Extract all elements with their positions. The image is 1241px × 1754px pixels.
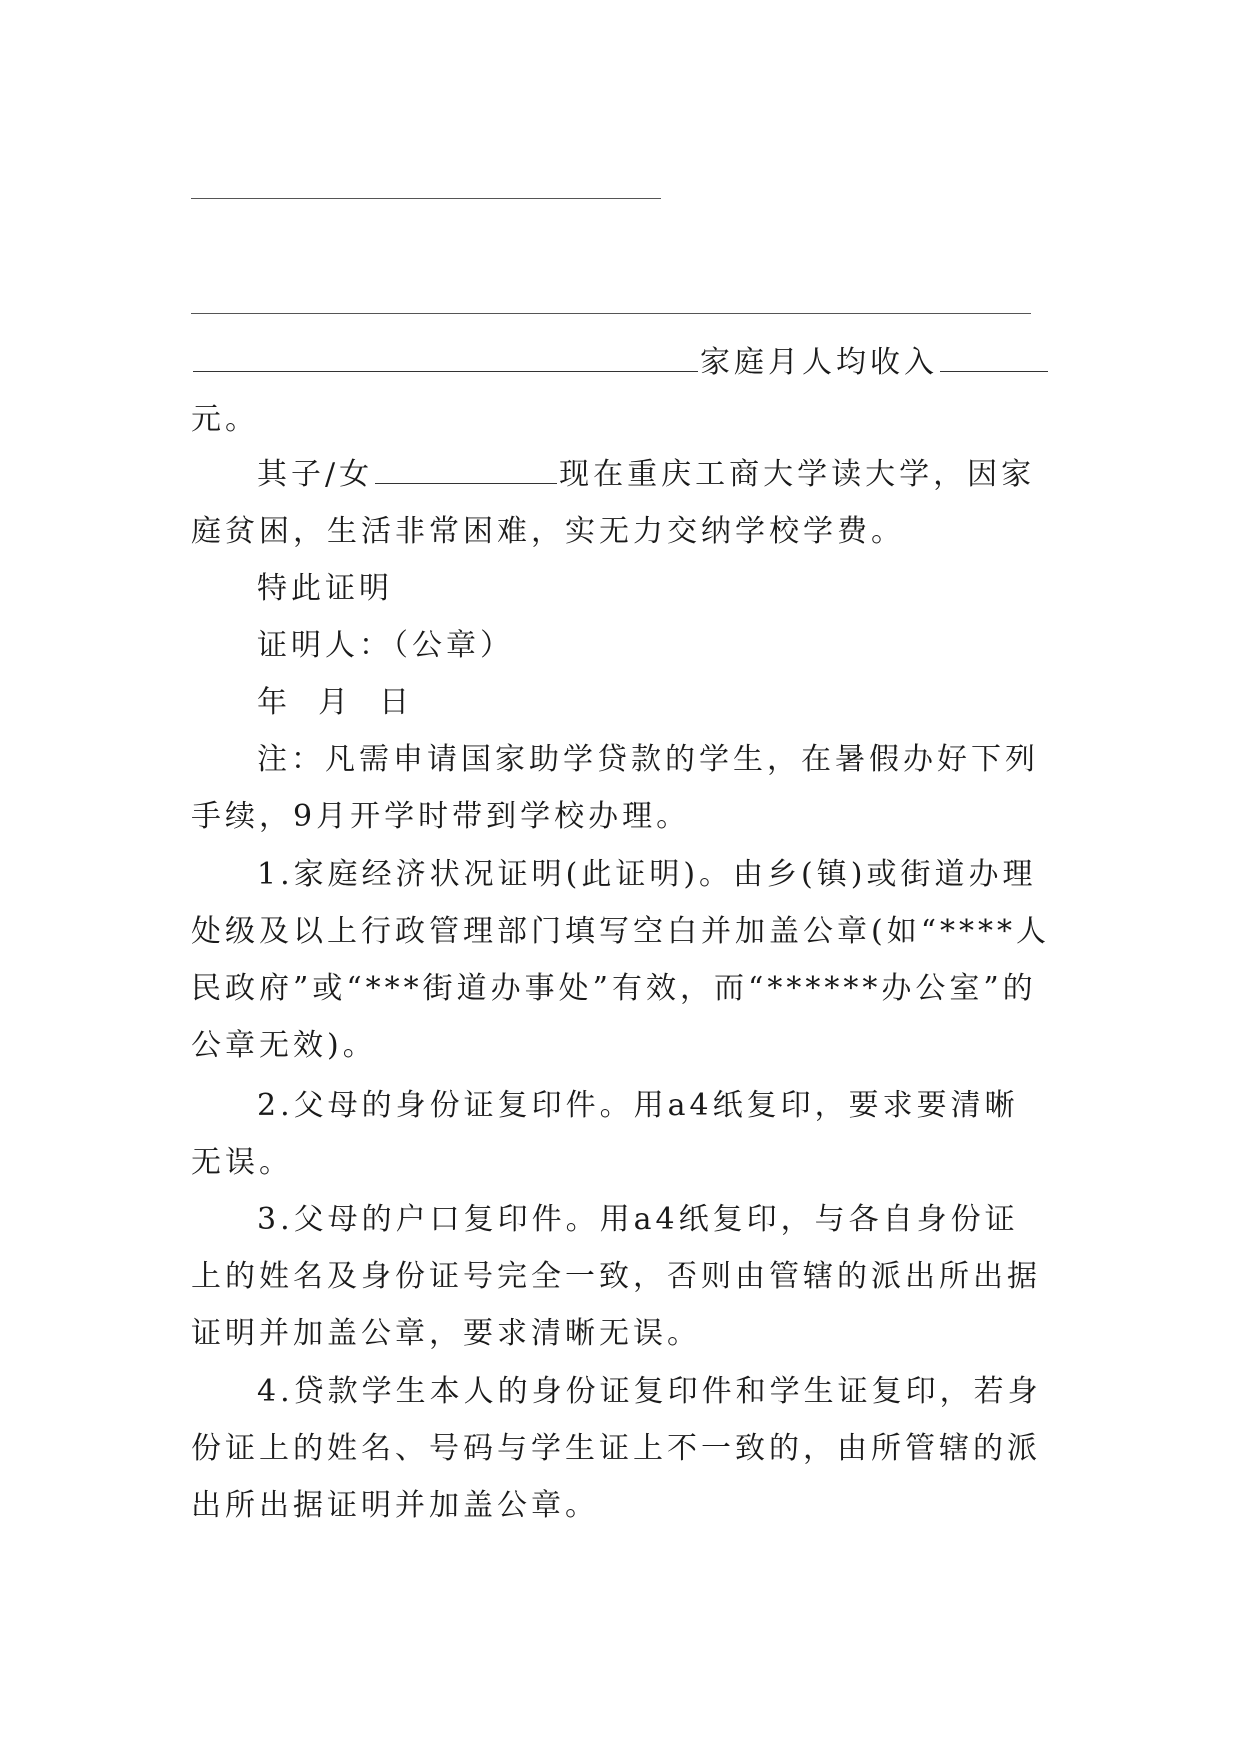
blank-income bbox=[940, 343, 1048, 372]
item-2: 2.父母的身份证复印件。用a4纸复印，要求要清晰无误。 bbox=[191, 1088, 1019, 1180]
student-paragraph bbox=[191, 446, 1051, 560]
blank-line-1 bbox=[191, 198, 661, 199]
item-3: 3.父母的户口复印件。用a4纸复印，与各自身份证上的姓名及身份证号完全一致，否则由管辖的派出所出据证明并加盖公章，要求清晰无误。 bbox=[191, 1202, 1041, 1351]
certify-text: 特此证明 bbox=[257, 571, 393, 606]
note-paragraph: 注：凡需申请国家助学贷款的学生，在暑假办好下列手续，9月开学时带到学校办理。 bbox=[191, 742, 1039, 834]
blank-line-2 bbox=[191, 313, 1031, 314]
student-suffix: 现在重庆工商大学读大学，因家庭贫困，生活非常困难，实无力交纳学校学费。 bbox=[191, 457, 1036, 549]
blank-student-name bbox=[375, 455, 557, 484]
income-label: 家庭月人均收入 bbox=[700, 345, 938, 380]
income-unit: 元。 bbox=[191, 402, 259, 437]
item-1: 1.家庭经济状况证明(此证明)。由乡(镇)或街道办理处级及以上行政管理部门填写空白并加盖公章(如“****人民政府”或“***街道办事处”有效，而“******办公室”的公章无效)。 bbox=[191, 857, 1051, 1063]
date-text: 年 月 日 bbox=[257, 685, 414, 720]
income-line bbox=[191, 334, 1051, 391]
blank-address bbox=[193, 343, 698, 372]
student-prefix: 其子/女 bbox=[257, 457, 374, 492]
item-4: 4.贷款学生本人的身份证复印件和学生证复印，若身份证上的姓名、号码与学生证上不一致的，由所管辖的派出所出据证明并加盖公章。 bbox=[191, 1374, 1042, 1523]
witness-text: 证明人：（公章） bbox=[257, 628, 514, 663]
